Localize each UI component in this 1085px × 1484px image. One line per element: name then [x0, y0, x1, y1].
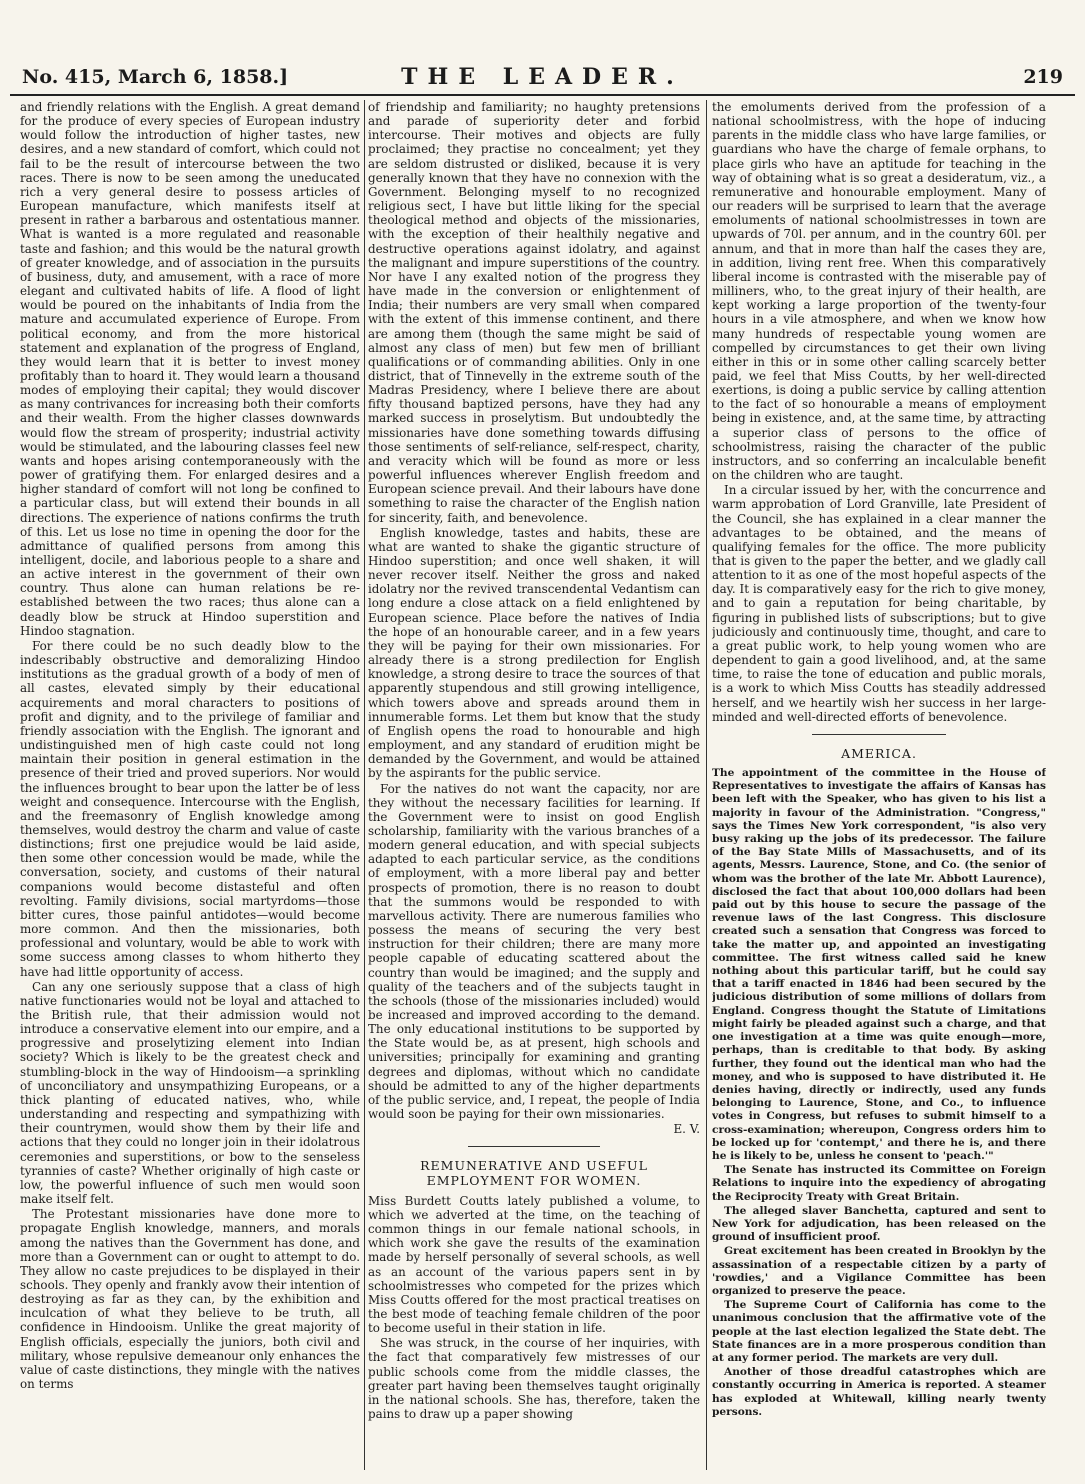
page-header	[10, 60, 1075, 96]
column-rule	[706, 100, 707, 1470]
paragraph: The alleged slaver Banchetta, captured and sent to New York for adjudication, has been released on the ground of insufficient proof.	[712, 1204, 1046, 1244]
paragraph: and friendly relations with the English. A great demand for the produce of every species of European industry would follow the introduction of higher tastes, new desires, and a new standard of comfort, which could not fail to be the result of intercourse between the two races. There is now to be seen among the uneducated rich a very general desire to possess articles of European manufacture, which manifests itself at present in rather a barbarous and ostentatious manner. What is wanted is a more regulated and reasonable taste and fashion; and this would be the natural growth of greater knowledge, and of association in the pursuits of business, duty, and amusement, with a race of more elegant and cultivated habits of life. A flood of light would be poured on the inhabitants of India from the mature and accumulated experience of Europe. From political economy, and from the more historical statement and explanation of the progress of England, they would learn that it is better to invest money profitably than to hoard it. They would learn a thousand modes of employing their capital; they would discover as many contrivances for increasing both their comforts and their wealth. From the higher classes downwards would flow the stream of prosperity; industrial activity would be stimulated, and the labouring classes feel new wants and hopes arising contemporaneously with the power of gratifying them. For enlarged desires and a higher standard of comfort will not long be confined to a particular class, but will extend their bounds in all directions. The experience of nations confirms the truth of this. Let us lose no time in opening the door for the admittance of qualified persons from among this intelligent, docile, and laborious people to a share and an active interest in the government of their own country. Thus alone can human relations be re-established between the two races; thus alone can a deadly blow be struck at Hindoo superstition and Hindoo stagnation.	[20, 100, 360, 638]
column-1	[20, 100, 360, 1470]
paragraph: The Protestant missionaries have done more to propagate English knowledge, manners, and morals among the natives than the Government has done, and more than a Government can or ought to attempt to do. They allow no caste prejudices to be displayed in their schools. They openly and frankly avow their intention of destroying as far as they can, by the exhibition and inculcation of what they believe to be truth, all confidence in Hindooism. Unlike the great majority of English officials, especially the juniors, both civil and military, whose repulsive demeanour only enhances the value of caste distinctions, they mingle with the natives on terms	[20, 1207, 360, 1392]
paragraph: For the natives do not want the capacity, nor are they without the necessary facilities for learning. If the Government were to insist on good English scholarship, familiarity with the various branches of a modern general education, and with special subjects adapted to each particular service, as the conditions of employment, with a more liberal pay and better prospects of promotion, there is no reason to doubt that the summons would be responded to with marvellous activity. There are numerous families who possess the means of securing the very best instruction for their children; there are many more people capable of educating scattered about the country than would be imagined; and the supply and quality of the teachers and of the subjects taught in the schools (those of the missionaries included) would be increased and improved according to the demand. The only educational institutions to be supported by the State would be, as at present, high schools and universities; principally for examining and granting degrees and diplomas, without which no candidate should be admitted to any of the higher departments of the public service, and, I repeat, the people of India would soon be paying for their own missionaries.	[368, 781, 700, 1122]
section-divider	[468, 1146, 601, 1147]
section-heading-women: REMUNERATIVE AND USEFUL EMPLOYMENT FOR WOMEN.	[420, 1158, 648, 1188]
paragraph: of friendship and familiarity; no haughty pretensions and parade of superiority deter and forbid intercourse. Their motives and objects are fully proclaimed; they practise no concealment; yet they are seldom distrusted or disliked, because it is very generally known that they have no connexion with the Government. Belonging myself to no recognized religious sect, I have but little liking for the special theological method and objects of the missionaries, with the exception of their healthily negative and destructive operations against idolatry, and against the malignant and impure superstitions of the country. Nor have I any exalted notion of the progress they have made in the conversion or enlightenment of India; their numbers are very small when compared with the extent of this immense continent, and there are among them (though the same might be said of almost any class of men) but few men of brilliant qualifications or of commanding abilities. Only in one district, that of Tinnevelly in the extreme south of the Madras Presidency, where I believe there are about fifty thousand baptized persons, have they had any marked success in proselytism. But undoubtedly the missionaries have done something towards diffusing those sentiments of self-reliance, self-respect, charity, and veracity which will be found as more or less powerful influences wherever English freedom and European science prevail. And their labours have done something to raise the character of the English nation for sincerity, faith, and benevolence.	[368, 100, 700, 525]
paragraph: Miss Burdett Coutts lately published a volume, to which we adverted at the time, on the teaching of common things in our female national schools, in which work she gave the results of the examination made by herself personally of several schools, as well as an account of the various papers sent in by schoolmistresses who competed for the prizes which Miss Coutts offered for the most practical treatises on the best mode of teaching female children of the poor to become useful in their station in life.	[368, 1193, 700, 1336]
paragraph: Great excitement has been created in Brooklyn by the assassination of a respectable citizen by a party of 'rowdies,' and a Vigilance Committee has been organized to preserve the peace.	[712, 1245, 1046, 1297]
paragraph: The Senate has instructed its Committee on Foreign Relations to inquire into the expediency of abrogating the Reciprocity Treaty with Great Britain.	[712, 1164, 1046, 1203]
paragraph: She was struck, in the course of her inquiries, with the fact that comparatively few mistresses of our public schools come from the middle classes, the greater part having been themselves taught originally in the national schools. She has, therefore, taken the pains to draw up a paper showing	[368, 1336, 700, 1422]
section-heading-america: AMERICA.	[841, 745, 917, 761]
column-rule	[364, 100, 365, 1470]
paragraph: the emoluments derived from the profession of a national schoolmistress, with the hope of inducing parents in the middle class who have large families, or guardians who have the charge of female orphans, to place girls who have an aptitude for teaching in the way of obtaining what is so great a desideratum, viz., a remunerative and honourable employment. Many of our readers will be surprised to learn that the average emoluments of national schoolmistresses in town are upwards of 70l. per annum, and in the country 60l. per annum, and that in more than half the cases they are, in addition, living rent free. When this comparatively liberal income is contrasted with the miserable pay of milliners, who, to the great injury of their health, are kept working a large proportion of the twenty-four hours in a vile atmosphere, and when we know how many hundreds of respectable young women are compelled by circumstances to get their own living either in this or in some other calling scarcely better paid, we feel that Miss Coutts, by her well-directed exertions, is doing a public service by calling attention to the fact of so honourable a means of employment being in existence, and, at the same time, by attracting a superior class of persons to the office of schoolmistress, raising the character of the public instructors, and so conferring an incalculable benefit on the children who are taught.	[712, 100, 1046, 483]
newspaper-title: THE LEADER.	[401, 64, 684, 90]
signature: E. V.	[673, 1122, 700, 1137]
column-3	[712, 100, 1046, 1470]
paragraph: Another of those dreadful catastrophes which are constantly occurring in America is reported. A steamer has exploded at Whitewall, killing nearly twenty persons.	[712, 1366, 1046, 1418]
paragraph: Can any one seriously suppose that a class of high native functionaries would not be loyal and attached to the British rule, that their admission would not introduce a conservative element into our empire, and a progressive and proselytizing element into Indian society? Which is likely to be the greatest check and stumbling-block in the way of Hindooism—a sprinkling of unconciliatory and unsympathizing Europeans, or a thick planting of educated natives, who, while understanding and respecting and sympathizing with their countrymen, would show them by their life and actions that they could no longer join in their idolatrous ceremonies and superstitions, or bow to the senseless tyrannies of caste? Whether originally of high caste or low, the powerful influence of such men would soon make itself felt.	[20, 979, 360, 1207]
issue-number: No. 415, March 6, 1858.]	[22, 66, 289, 88]
america-news	[712, 767, 1046, 1419]
section-divider	[812, 734, 946, 735]
column-2	[368, 100, 700, 1470]
paragraph: The appointment of the committee in the House of Representatives to investigate the affairs of Kansas has been left with the Speaker, who has given to his list a majority in favour of the Administration. "Congress," says the Times New York correspondent, "is also very busy raking up the jobs of its predecessor. The failure of the Bay State Mills of Massachusetts, and of its agents, Messrs. Laurence, Stone, and Co. (the senior of whom was the brother of the late Mr. Abbott Laurence), disclosed the fact that about 100,000 dollars had been paid out by this house to secure the passage of the revenue laws of the last Congress. This disclosure created such a sensation that Congress was forced to take the matter up, and appointed an investigating committee. The first witness called said he knew nothing about this particular tariff, but he could say that a tariff enacted in 1846 had been secured by the judicious distribution of some millions of dollars from England. Congress thought the Statute of Limitations might fairly be pleaded against such a charge, and that one investigation at a time was quite enough—more, perhaps, than is creditable to that body. By asking further, they found out the identical man who had the money, and who is supposed to have distributed it. He denies having, directly or indirectly, used any funds belonging to Laurence, Stone, and Co., to influence votes in Congress, but refuses to submit himself to a cross-examination; whereupon, Congress orders him to be locked up for 'contempt,' and there he is, and there he is likely to be, unless he consent to 'peach.'"	[712, 767, 1046, 1162]
paragraph: In a circular issued by her, with the concurrence and warm approbation of Lord Granville, late President of the Council, she has explained in a clear manner the advantages to be obtained, and the means of qualifying females for the office. The more publicity that is given to the paper the better, and we gladly call attention to it as one of the most hopeful aspects of the day. It is comparatively easy for the rich to give money, and to gain a reputation for being charitable, by figuring in published lists of subscriptions; but to give judiciously and continuously time, thought, and care to a great public work, to help young women who are dependent to gain a good livelihood, and, at the same time, to raise the tone of education and public morals, is a work to which Miss Coutts has steadily addressed herself, and we heartily wish her success in her large-minded and well-directed efforts of benevolence.	[712, 483, 1046, 724]
page-number: 219	[1023, 66, 1063, 88]
paragraph: For there could be no such deadly blow to the indescribably obstructive and demoralizing Hindoo institutions as the gradual growth of a body of men of all castes, elevated simply by their educational acquirements and moral characters to positions of profit and dignity, and to the privilege of familiar and friendly association with the English. The ignorant and undistinguished men of high caste could not long maintain their position in general estimation in the presence of their tried and proved superiors. Nor would the influences brought to bear upon the latter be of less weight and consequence. Intercourse with the English, and the freemasonry of English knowledge among themselves, would destroy the charm and value of caste distinctions; first one prejudice would be laid aside, then some other concession would be made, while the conversation, society, and customs of their natural companions would become distasteful and often revolting. Family divisions, social martyrdoms—those bitter cures, those painful antidotes—would become more common. And then the missionaries, both professional and voluntary, would be able to work with some success among classes to whom hitherto they have had little opportunity of access.	[20, 638, 360, 979]
paragraph: English knowledge, tastes and habits, these are what are wanted to shake the gigantic structure of Hindoo superstition; and once well shaken, it will never recover itself. Neither the gross and naked idolatry nor the revived transcendental Vedantism can long endure a close attack on a field enlightened by European science. Place before the natives of India the hope of an honourable career, and in a few years they will be paying for their own missionaries. For already there is a strong predilection for English knowledge, a strong desire to trace the sources of that apparently stupendous and still growing intelligence, which towers above and spreads around them in innumerable forms. Let them but know that the study of English opens the road to honourable and high employment, and any standard of erudition might be demanded by the Government, and would be attained by the aspirants for the public service.	[368, 525, 700, 781]
paragraph: The Supreme Court of California has come to the unanimous conclusion that the affirmative vote of the people at the last election legalized the State debt. The State finances are in a more prosperous condition than at any former period. The markets are very dull.	[712, 1299, 1046, 1364]
